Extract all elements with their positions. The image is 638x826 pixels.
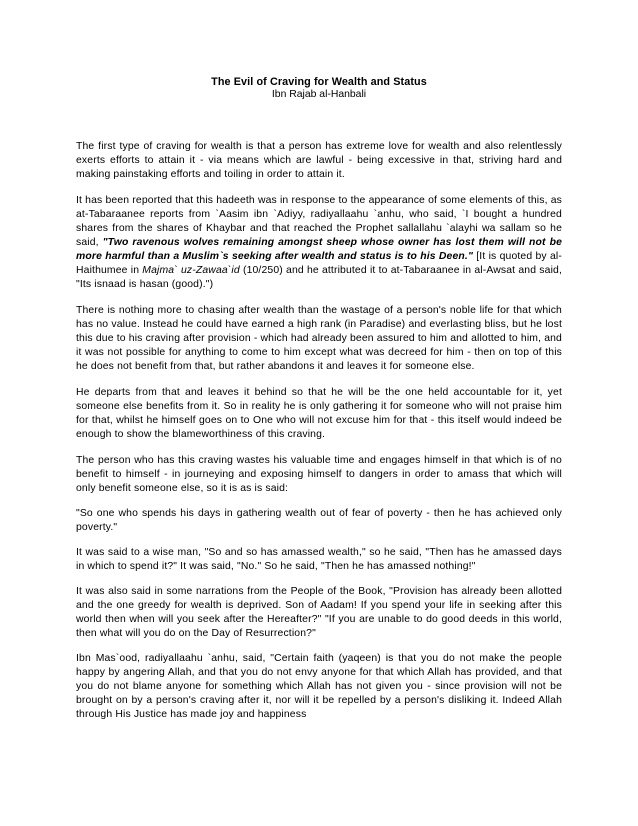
paragraph-7: It was said to a wise man, "So and so has amassed wealth," so he said, "Then has he amassed days in which to spend it?" It was said, "No." So he said, "Then he has amassed nothing!" xyxy=(76,547,562,572)
paragraph-1: The first type of craving for wealth is that a person has extreme love for wealth and also relentlessly exerts efforts to attain it - via means which are lawful - being excessive in that, striving hard and making painstaking efforts and toiling in order to attain it. xyxy=(76,141,562,180)
book-title: Majma` uz-Zawaa`id xyxy=(142,265,240,276)
paragraph-2 xyxy=(76,194,562,292)
paragraph-8: It was also said in some narrations from the People of the Book, "Provision has already been allotted and the one greedy for wealth is deprived. Son of Aadam! If you spend your life in seeking after this world then when will you seek after the Hereafter?" "If you are unable to do good deeds in this world, then what will you do on the Day of Resurrection?" xyxy=(76,586,562,639)
paragraph-6: "So one who spends his days in gathering wealth out of fear of poverty - then he has achieved only poverty." xyxy=(76,508,562,533)
paragraph-2-intro: It has been reported that this hadeeth was in response to the appearance of some elements of this, as at-Tabaraanee reports from `Aasim ibn `Adiyy, radiyallaahu `anhu, who said, `I bought a hundred shares from the shares of Khaybar and that reached the Prophet sallallahu `alayhi wa sallam so he said, xyxy=(76,195,562,248)
document-author: Ibn Rajab al-Hanbali xyxy=(271,89,367,100)
paragraph-4: He departs from that and leaves it behind so that he will be the one held accountable for it, yet someone else benefits from it. So in reality he is only gathering it for someone who will not praise him for that, whilst he himself goes on to One who will not excuse him for that - this itself would indeed be enough to show the blameworthiness of this craving. xyxy=(76,387,562,440)
document-title: The Evil of Craving for Wealth and Status xyxy=(211,76,427,88)
paragraph-9: Ibn Mas`ood, radiyallaahu `anhu, said, "Certain faith (yaqeen) is that you do not make the people happy by angering Allah, and that you do not envy anyone for that which Allah has provided, and that you do not blame anyone for something which Allah has not given you - since provision will not be brought on by a person's craving after it, nor will it be repelled by a person's disliking it. Indeed Allah through His Justice has made joy and happiness xyxy=(76,653,562,720)
paragraph-5: The person who has this craving wastes his valuable time and engages himself in that which is of no benefit to himself - in journeying and exposing himself to dangers in order to amass that which will only benefit someone else, so it is as is said: xyxy=(76,455,562,494)
paragraph-2-citation-end: (10/250) and he attributed it to at-Tabaraanee in al-Awsat and said, "Its isnaad is hasan (good).") xyxy=(76,265,562,290)
document-body xyxy=(76,140,562,734)
hadeeth-quote: "Two ravenous wolves remaining amongst sheep whose owner has lost them will not be more harmful than a Muslim`s seeking after wealth and status is to his Deen." xyxy=(76,237,562,262)
paragraph-2-citation: [It is quoted by al-Haithumee in xyxy=(76,251,562,276)
paragraph-3: There is nothing more to chasing after wealth than the wastage of a person's noble life for that which has no value. Instead he could have earned a high rank (in Paradise) and everlasting bliss, but he lost this due to his craving after provision - which had already been assured to him and allotted to him, and it was not possible for anything to come to him except what was decreed for him - then on top of this he does not benefit from that, but rather abandons it and leaves it for someone else. xyxy=(76,305,562,372)
